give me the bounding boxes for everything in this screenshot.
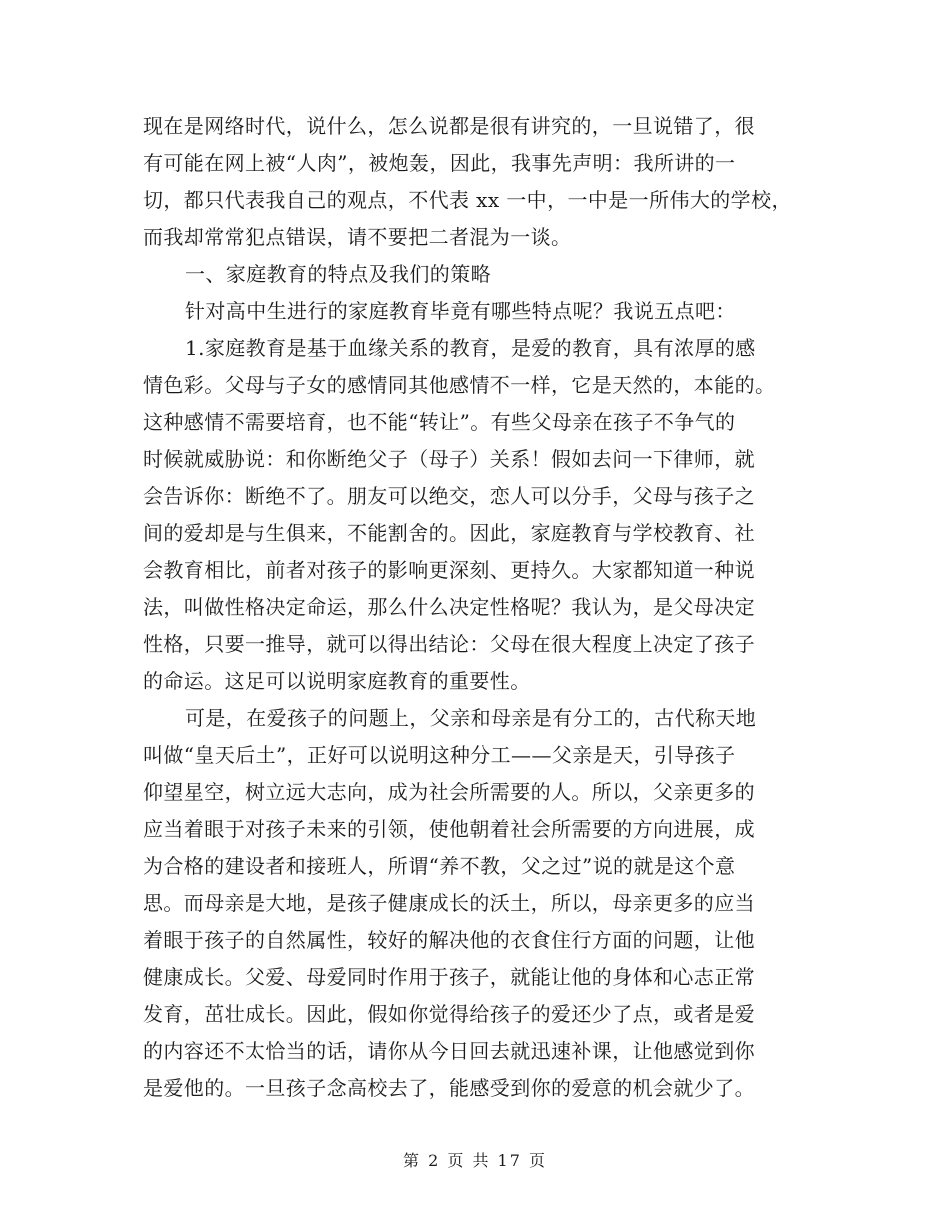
text-line: 可是，在爱孩子的问题上，父亲和母亲是有分工的，古代称天地: [185, 706, 757, 730]
text-line: 性格，只要一推导，就可以得出结论：父母在很大程度上决定了孩子: [143, 632, 755, 656]
text-line: 切，都只代表我自己的观点，不代表 xx 一中，一中是一所伟大的学校，: [143, 188, 792, 212]
section-heading: 一、家庭教育的特点及我们的策略: [185, 262, 491, 286]
text-line: 时候就威胁说：和你断绝父子（母子）关系！假如去问一下律师，就: [143, 447, 755, 471]
text-line: 的命运。这足可以说明家庭教育的重要性。: [143, 669, 531, 693]
text-line: 会告诉你：断绝不了。朋友可以绝交，恋人可以分手，父母与孩子之: [143, 484, 755, 508]
text-line: 仰望星空，树立远大志向，成为社会所需要的人。所以，父亲更多的: [143, 780, 755, 804]
text-line: 这种感情不需要培育，也不能“转让”。有些父母亲在孩子不争气的: [143, 410, 736, 434]
page-footer: 第 2 页 共 17 页: [403, 1151, 547, 1170]
text-line: 针对高中生进行的家庭教育毕竟有哪些特点呢？我说五点吧：: [185, 299, 736, 323]
text-line: 健康成长。父爱、母爱同时作用于孩子，就能让他的身体和心志正常: [143, 965, 755, 989]
text-line: 有可能在网上被“人肉”，被炮轰，因此，我事先声明：我所讲的一: [143, 151, 736, 175]
text-line: 发育，茁壮成长。因此，假如你觉得给孩子的爱还少了点，或者是爱: [143, 1002, 755, 1026]
text-line: 现在是网络时代，说什么，怎么说都是很有讲究的，一旦说错了，很: [143, 114, 755, 138]
text-line: 间的爱却是与生俱来，不能割舍的。因此，家庭教育与学校教育、社: [143, 521, 755, 545]
text-line: 着眼于孩子的自然属性，较好的解决他的衣食住行方面的问题，让他: [143, 928, 755, 952]
text-line: 会教育相比，前者对孩子的影响更深刻、更持久。大家都知道一种说: [143, 558, 755, 582]
text-line: 叫做“皇天后土”，正好可以说明这种分工——父亲是天，引导孩子: [143, 743, 736, 767]
text-line: 1.家庭教育是基于血缘关系的教育，是爱的教育，具有浓厚的感: [185, 336, 756, 360]
body-text: [143, 108, 823, 1107]
text-line: 情色彩。父母与子女的感情同其他感情不一样，它是天然的，本能的。: [143, 373, 776, 397]
text-line: 思。而母亲是大地，是孩子健康成长的沃土，所以，母亲更多的应当: [143, 891, 755, 915]
text-line: 而我却常常犯点错误，请不要把二者混为一谈。: [143, 225, 572, 249]
text-line: 法，叫做性格决定命运，那么什么决定性格呢？我认为，是父母决定: [143, 595, 755, 619]
text-line: 为合格的建设者和接班人，所谓“养不教，父之过”说的就是这个意: [143, 854, 736, 878]
text-line: 是爱他的。一旦孩子念高校去了，能感受到你的爱意的机会就少了。: [143, 1076, 755, 1100]
text-line: 的内容还不太恰当的话，请你从今日回去就迅速补课，让他感觉到你: [143, 1039, 755, 1063]
text-line: 应当着眼于对孩子未来的引领，使他朝着社会所需要的方向进展，成: [143, 817, 755, 841]
